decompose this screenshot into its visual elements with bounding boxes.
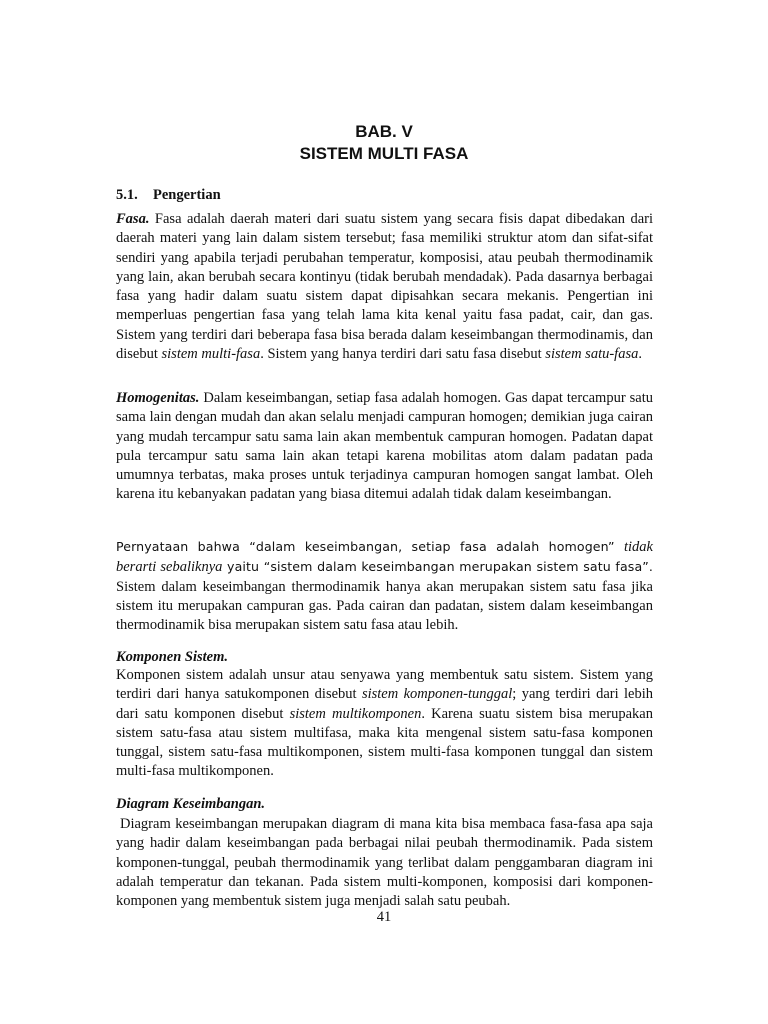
section-number: 5.1.: [116, 187, 138, 203]
term-multikomponen: sistem multikomponen: [289, 705, 422, 722]
chapter-title: SISTEM MULTI FASA: [299, 144, 469, 163]
term-komponen-tunggal: sistem komponen-tunggal: [361, 686, 513, 703]
section-title: Pengertian: [153, 187, 221, 203]
paragraph-komponen: [116, 666, 653, 782]
paragraph-text: Fasa adalah daerah materi dari suatu sistem yang secara fisis dapat dibedakan dari daerah materi yang lain dalam sistem tersebut; fasa memiliki struktur atom dan sifat-sifat sendiri yang apabila terjadi perubahan temperatur, komposisi, atau peubah thermodinamik yang lain, akan berubah secara kontinyu (tidak berubah mendadak). Pada dasarnya berbagai fasa yang hadir dalam suatu sistem dapat dipisahkan secara mekanis. Pengertian ini memperluas pengertian fasa yang telah lama kita kenal yaitu fasa padat, cair, dan gas. Sistem yang terdiri dari beberapa fasa bisa berada dalam keseimbangan thermodinamis, dan disebut: [116, 211, 653, 363]
paragraph-text: Pernyataan bahwa “dalam keseimbangan, setiap fasa adalah homogen”: [116, 539, 624, 554]
term-homogenitas: Homogenitas.: [116, 390, 200, 406]
term-fasa: Fasa.: [116, 211, 150, 227]
paragraph-text: Sistem dalam keseimbangan thermodinamik hanya akan merupakan sistem satu fasa jika sistem itu merupakan campuran gas. Pada cairan dan padatan, sistem dalam keseimbangan thermodinamik bisa merupakan sistem satu fasa atau lebih.: [116, 578, 653, 634]
paragraph-diagram: [116, 815, 653, 911]
heading-komponen-sistem: Komponen Sistem.: [116, 649, 228, 665]
paragraph-text: ; yang terdiri dari lebih dari satu komponen disebut: [116, 686, 653, 722]
term-multi-fasa: sistem multi-fasa: [161, 346, 261, 363]
heading-diagram-keseimbangan: Diagram Keseimbangan.: [116, 796, 266, 812]
chapter-heading: [0, 121, 768, 165]
paragraph-homogenitas: [116, 389, 653, 505]
paragraph-text: Diagram keseimbangan merupakan diagram di mana kita bisa membaca fasa-fasa apa saja yang hadir dalam keseimbangan pada berbagai nilai peubah thermodinamik. Pada sistem komponen-tunggal, peubah thermodinamik yang terlibat dalam penggambaran diagram ini adalah temperatur dan tekanan. Pada sistem multi-komponen, komposisi dari komponen-komponen yang membentuk sistem juga menjadi salah satu peubah.: [116, 816, 653, 910]
chapter-number: BAB. V: [355, 122, 413, 141]
paragraph-text: Komponen sistem adalah unsur atau senyawa yang membentuk satu sistem. Sistem yang terdiri dari hanya satukomponen disebut: [116, 667, 653, 703]
paragraph-text: .: [638, 346, 642, 363]
page-number: 41: [376, 909, 392, 925]
paragraph-text: . Karena suatu sistem bisa merupakan sistem satu-fasa atau sistem multifasa, maka kita mengenal sistem satu-fasa komponen tunggal, sistem satu-fasa multikomponen, sistem multi-fasa komponen tunggal dan sistem multi-fasa multikomponen.: [116, 705, 653, 780]
emphasis-text: tidak berarti sebaliknya: [116, 539, 653, 576]
paragraph-text: yaitu “sistem dalam keseimbangan merupakan sistem satu fasa”.: [222, 559, 653, 575]
section-heading: [116, 186, 221, 205]
paragraph-text: Dalam keseimbangan, setiap fasa adalah homogen. Gas dapat tercampur satu sama lain dengan mudah dan akan selalu menjadi campuran homogen; demikian juga cairan yang mudah tercampur satu sama lain akan membentuk campuran homogen. Padatan dapat pula tercampur satu sama lain akan tetapi karena mobilitas atom dalam padatan pada umumnya terbatas, maka proses untuk terjadinya campuran homogen sangat lambat. Oleh karena itu kebanyakan padatan yang biasa ditemui adalah tidak dalam keseimbangan.: [116, 390, 653, 503]
paragraph-fasa: [116, 210, 653, 364]
term-satu-fasa: sistem satu-fasa: [545, 346, 639, 363]
paragraph-pernyataan: [116, 537, 653, 635]
paragraph-text: . Sistem yang hanya terdiri dari satu fasa disebut: [260, 346, 546, 363]
